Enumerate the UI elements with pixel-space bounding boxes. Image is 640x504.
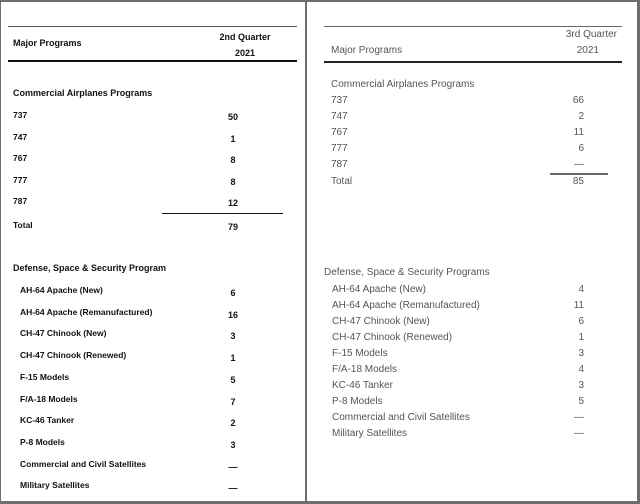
total-rule bbox=[550, 173, 608, 175]
row-label: 747 bbox=[331, 111, 348, 122]
section-title-commercial: Commercial Airplanes Programs bbox=[331, 79, 475, 90]
row-value: 3 bbox=[230, 331, 236, 342]
row-value: 3 bbox=[578, 348, 584, 359]
column-header-period: 3rd Quarter bbox=[565, 29, 617, 40]
row-label: 777 bbox=[331, 143, 348, 154]
column-header-year: 2021 bbox=[234, 48, 256, 58]
row-label: 787 bbox=[331, 159, 348, 170]
row-label: AH-64 Apache (Remanufactured) bbox=[20, 306, 153, 317]
row-value: 6 bbox=[230, 288, 236, 298]
row-value: — bbox=[574, 428, 584, 439]
row-value: 12 bbox=[227, 198, 238, 208]
row-label: F-15 Models bbox=[332, 348, 388, 359]
row-label: P-8 Models bbox=[20, 436, 65, 447]
total-value: 79 bbox=[227, 222, 238, 232]
row-value: 66 bbox=[572, 95, 584, 106]
section-title-defense: Defense, Space & Security Program bbox=[13, 263, 167, 273]
row-label: CH-47 Chinook (New) bbox=[20, 328, 107, 339]
column-header-period: 2nd Quarter bbox=[219, 32, 271, 42]
row-value: — bbox=[228, 483, 238, 494]
row-label: F/A-18 Models bbox=[332, 364, 398, 375]
section-title-defense: Defense, Space & Security Programs bbox=[324, 267, 490, 278]
row-value: 4 bbox=[578, 364, 584, 375]
row-value: — bbox=[574, 412, 584, 423]
row-value: 11 bbox=[573, 300, 584, 311]
row-label: Commercial and Civil Satellites bbox=[20, 458, 147, 469]
row-label: F-15 Models bbox=[20, 371, 70, 382]
row-label: P-8 Models bbox=[332, 396, 383, 407]
row-label: 787 bbox=[13, 196, 28, 206]
row-label: CH-47 Chinook (New) bbox=[332, 316, 430, 327]
row-value: 6 bbox=[578, 316, 584, 327]
row-value: 16 bbox=[227, 309, 238, 320]
row-label: CH-47 Chinook (Renewed) bbox=[332, 332, 453, 343]
row-label: KC-46 Tanker bbox=[332, 380, 393, 391]
row-label: AH-64 Apache (New) bbox=[332, 284, 426, 295]
header-top-rule bbox=[8, 26, 297, 27]
row-label: CH-47 Chinook (Renewed) bbox=[20, 350, 127, 361]
row-value: 2 bbox=[230, 418, 236, 429]
row-label: F/A-18 Models bbox=[20, 393, 78, 404]
row-value: 2 bbox=[578, 111, 584, 122]
row-label: 777 bbox=[13, 174, 28, 185]
column-header-programs: Major Programs bbox=[331, 45, 403, 56]
row-value: 4 bbox=[578, 284, 584, 295]
row-value: 5 bbox=[230, 374, 236, 385]
column-header-year: 2021 bbox=[576, 45, 599, 56]
row-label: KC-46 Tanker bbox=[20, 415, 75, 426]
row-value: 6 bbox=[578, 143, 584, 154]
total-value: 85 bbox=[572, 176, 584, 187]
row-label: 767 bbox=[331, 127, 348, 138]
left-panel-q2-table bbox=[0, 0, 305, 504]
row-label: AH-64 Apache (New) bbox=[20, 285, 103, 295]
total-rule bbox=[162, 213, 283, 214]
row-value: — bbox=[574, 159, 584, 170]
row-value: — bbox=[228, 461, 238, 472]
row-label: Military Satellites bbox=[332, 428, 408, 439]
row-label: Commercial and Civil Satellites bbox=[332, 412, 470, 423]
column-header-programs: Major Programs bbox=[13, 38, 82, 48]
row-label: Military Satellites bbox=[20, 480, 90, 491]
row-value: 7 bbox=[230, 396, 236, 407]
row-value: 50 bbox=[227, 112, 238, 122]
header-top-rule bbox=[324, 26, 622, 27]
right-panel-q3-table bbox=[307, 0, 637, 504]
row-label: 737 bbox=[331, 95, 348, 106]
section-title-commercial: Commercial Airplanes Programs bbox=[13, 88, 153, 98]
row-label: 747 bbox=[13, 131, 28, 142]
total-label: Total bbox=[13, 220, 33, 230]
row-value: 5 bbox=[578, 396, 584, 407]
row-value: 1 bbox=[578, 332, 584, 343]
row-value: 8 bbox=[230, 155, 236, 165]
row-value: 3 bbox=[230, 439, 236, 450]
row-label: AH-64 Apache (Remanufactured) bbox=[332, 300, 480, 311]
row-value: 1 bbox=[230, 133, 236, 144]
row-label: 737 bbox=[13, 110, 28, 120]
header-bottom-rule bbox=[8, 60, 297, 62]
row-value: 1 bbox=[230, 353, 236, 364]
header-bottom-rule bbox=[324, 61, 622, 63]
row-value: 8 bbox=[230, 176, 236, 187]
row-value: 3 bbox=[578, 380, 584, 391]
row-value: 11 bbox=[573, 127, 584, 138]
total-label: Total bbox=[331, 176, 353, 187]
row-label: 767 bbox=[13, 153, 28, 163]
